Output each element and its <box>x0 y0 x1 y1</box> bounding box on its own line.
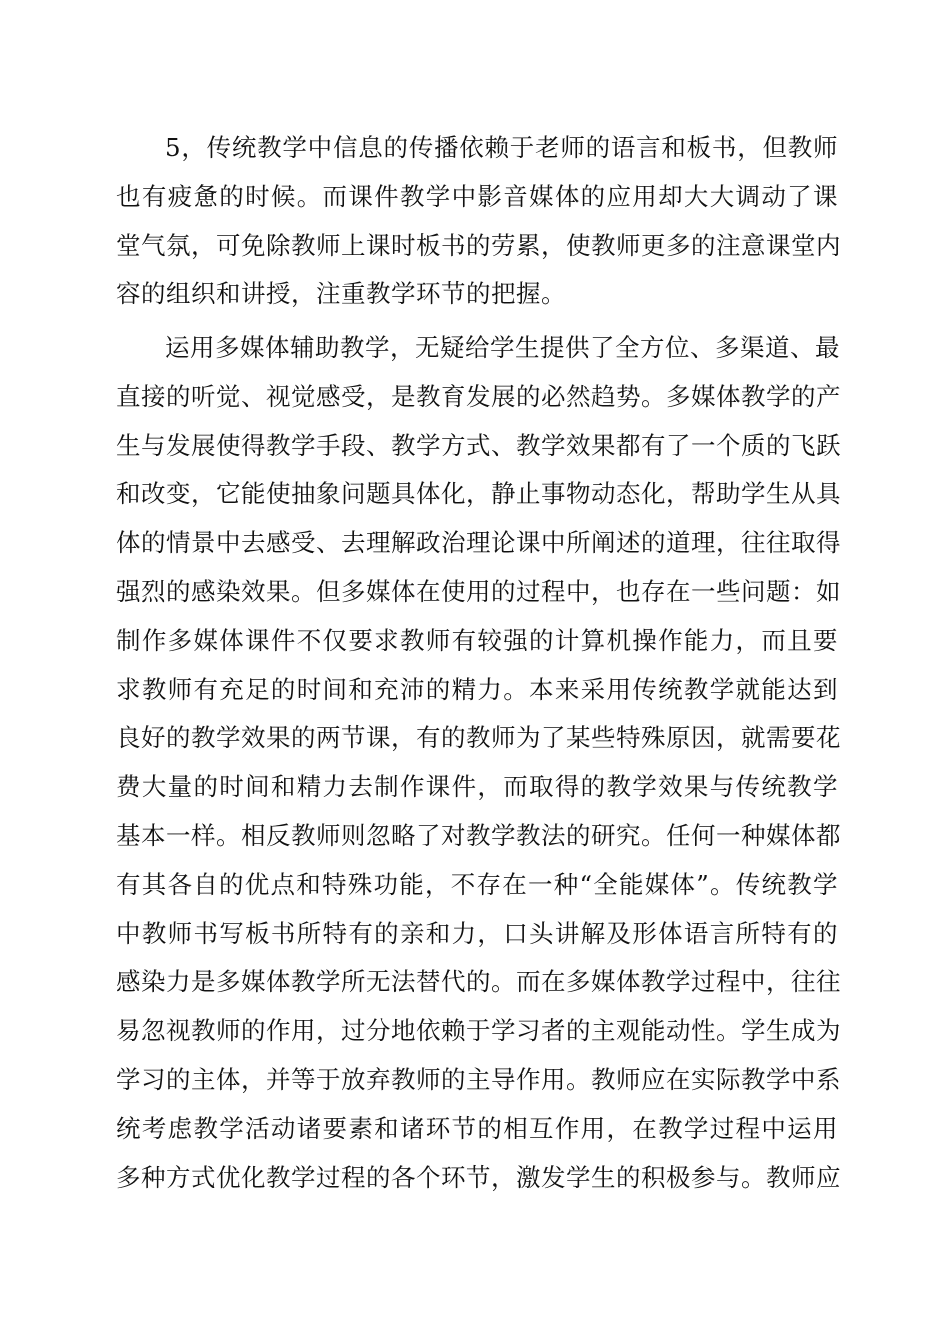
paragraph-line: 统考虑教学活动诸要素和诸环节的相互作用，在教学过程中运用 <box>116 1113 838 1143</box>
paragraph-line: 学习的主体，并等于放弃教师的主导作用。教师应在实际教学中系 <box>116 1064 841 1094</box>
paragraph-line: 多种方式优化教学过程的各个环节，激发学生的积极参与。教师应 <box>116 1162 841 1192</box>
paragraph-line: 体的情景中去感受、去理解政治理论课中所阐述的道理，往往取得 <box>116 528 841 558</box>
paragraph-line: 5，传统教学中信息的传播依赖于老师的语言和板书，但教师 <box>165 133 838 162</box>
paragraph-line: 直接的听觉、视觉感受，是教育发展的必然趋势。多媒体教学的产 <box>116 381 841 411</box>
paragraph-line: 堂气氛，可免除教师上课时板书的劳累，使教师更多的注意课堂内 <box>116 230 841 260</box>
paragraph-line: 良好的教学效果的两节课，有的教师为了某些特殊原因，就需要花 <box>116 723 841 753</box>
paragraph-line: 感染力是多媒体教学所无法替代的。而在多媒体教学过程中，往往 <box>116 967 841 997</box>
paragraph-line: 费大量的时间和精力去制作课件，而取得的教学效果与传统教学 <box>116 772 838 802</box>
paragraph-line: 强烈的感染效果。但多媒体在使用的过程中，也存在一些问题：如 <box>116 576 841 606</box>
paragraph-1 <box>116 124 841 319</box>
paragraph-line: 生与发展使得教学手段、教学方式、教学效果都有了一个质的飞跃 <box>116 430 841 460</box>
paragraph-line: 中教师书写板书所特有的亲和力，口头讲解及形体语言所特有的 <box>116 918 838 948</box>
paragraph-line: 求教师有充足的时间和充沛的精力。本来采用传统教学就能达到 <box>116 674 838 704</box>
paragraph-line: 也有疲惫的时候。而课件教学中影音媒体的应用却大大调动了课 <box>116 181 838 211</box>
paragraph-line: 运用多媒体辅助教学，无疑给学生提供了全方位、多渠道、最 <box>165 333 840 362</box>
paragraph-line: 容的组织和讲授，注重教学环节的把握。 <box>116 279 566 309</box>
paragraph-line: 和改变，它能使抽象问题具体化，静止事物动态化，帮助学生从具 <box>116 479 841 509</box>
paragraph-line: 制作多媒体课件不仅要求教师有较强的计算机操作能力，而且要 <box>116 625 838 655</box>
paragraph-line: 易忽视教师的作用，过分地依赖于学习者的主观能动性。学生成为 <box>116 1016 841 1046</box>
paragraph-line: 基本一样。相反教师则忽略了对教学教法的研究。任何一种媒体都 <box>116 820 841 850</box>
paragraph-line: 有其各自的优点和特殊功能，不存在一种“全能媒体”。传统教学 <box>116 869 838 899</box>
paragraph-2 <box>116 324 841 1202</box>
